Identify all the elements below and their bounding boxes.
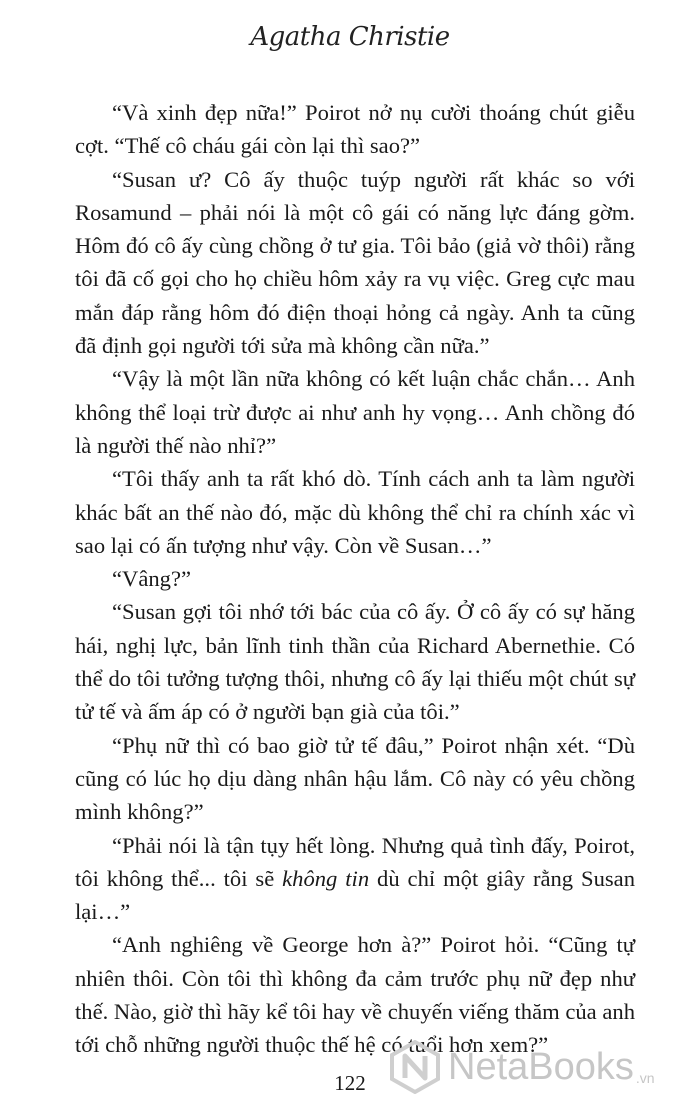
page-number: 122 xyxy=(334,1071,366,1095)
paragraph-text: “Phải nói là tận tụy hết lòng. Nhưng quả tình đấy, Poirot, tôi không thể... tôi sẽ xyxy=(75,832,635,891)
author-signature: Agatha Christie xyxy=(250,22,450,52)
body-text xyxy=(75,96,635,1062)
paragraph: “Anh nghiêng về George hơn à?” Poirot hỏi. “Cũng tự nhiên thôi. Còn tôi thì không đa cảm trước phụ nữ đẹp như thế. Nào, giờ thì hãy kể tôi hay về chuyến viếng thăm của anh tới chỗ những người thuộc thế hệ có tuổi hơn xem?” xyxy=(75,932,635,1058)
paragraph: “Phụ nữ thì có bao giờ tử tế đâu,” Poirot nhận xét. “Dù cũng có lúc họ dịu dàng nhân hậu lắm. Cô này có yêu chồng mình không?” xyxy=(75,732,635,825)
paragraph: “Vâng?” xyxy=(112,566,192,592)
emphasis-text: không tin xyxy=(282,865,370,891)
paragraph: “Susan ư? Cô ấy thuộc tuýp người rất khác so với Rosamund – phải nói là một cô gái có năng lực đáng gờm. Hôm đó cô ấy cùng chồng ở tư gia. Tôi bảo (giả vờ thôi) rằng tôi đã cố gọi cho họ chiều hôm xảy ra vụ việc. Greg cực mau mắn đáp rằng hôm đó điện thoại hỏng cả ngày. Anh ta cũng đã định gọi người tới sửa mà không cần nữa.” xyxy=(75,166,635,359)
paragraph: “Tôi thấy anh ta rất khó dò. Tính cách anh ta làm người khác bất an thế nào đó, mặc dù không thể chỉ ra chính xác vì sao lại có ấn tượng như vậy. Còn về Susan…” xyxy=(75,466,635,558)
paragraph-with-emphasis xyxy=(75,829,635,929)
paragraph: “Vậy là một lần nữa không có kết luận chắc chắn… Anh không thể loại trừ được ai như anh hy vọng… Anh chồng đó là người thế nào nhỉ?” xyxy=(75,366,635,458)
paragraph-text: dù chỉ một giây rằng Susan lại…” xyxy=(75,865,635,925)
paragraph: “Và xinh đẹp nữa!” Poirot nở nụ cười thoáng chút giễu cợt. “Thế cô cháu gái còn lại thì sao?” xyxy=(75,100,635,159)
paragraph: “Susan gợi tôi nhớ tới bác của cô ấy. Ở cô ấy có sự hăng hái, nghị lực, bản lĩnh tinh thần của Richard Abernethie. Có thể do tôi tưởng tượng thôi, nhưng cô ấy lại thiếu một chút sự tử tế và ấm áp có ở người bạn già của tôi.” xyxy=(75,599,635,725)
watermark-brand: NetaBooks xyxy=(448,1045,634,1088)
watermark xyxy=(388,1040,655,1094)
watermark-domain: .vn xyxy=(635,1070,655,1086)
netabooks-logo-icon xyxy=(388,1040,442,1094)
